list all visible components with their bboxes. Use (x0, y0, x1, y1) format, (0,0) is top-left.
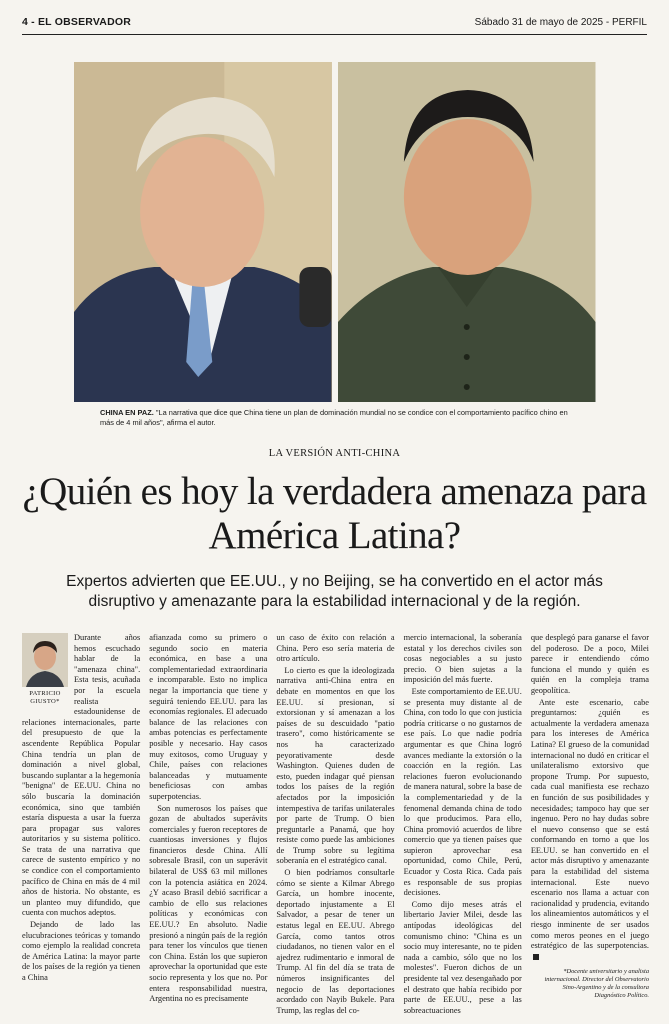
author-photo-illustration (22, 633, 68, 687)
caption-lead: CHINA EN PAZ. (100, 408, 154, 417)
paragraph: mercio internacional, la soberanía estatal y los derechos civiles son cosas negociables a su justo precio. O bien sujetas a la imposición del más fuerte. (403, 633, 522, 685)
author-name-line1: PATRICIO (29, 690, 61, 697)
kicker: LA VERSIÓN ANTI-CHINA (268, 448, 401, 459)
photo-right-illustration (338, 62, 596, 402)
paragraph: Dejando de lado las elucubraciones teóricas y tomando como ejemplo la realidad concreta de América Latina: la mayor parte de los países de la región ya tienen a China (22, 920, 141, 982)
paragraph: O bien podríamos consultarle cómo se siente a Kilmar Abrego García, un hombre inocente, deportado injustamente a El Salvador, a pesar de tener un estatus legal en EE.UU. Abrego García, como tantos otros ciudadanos, no tienen valor en el ajedrez rudimentario e inmoral de Trump. Al fin del día se trata de números insignificantes del negocio de las deportaciones acordado con Nayib Bukele. Para Trump, las reglas del co- (276, 868, 395, 1015)
author-name-line2: GIUSTO* (30, 698, 60, 705)
column-2 (149, 633, 267, 1005)
column-3 (276, 633, 395, 1015)
paragraph: Este comportamiento de EE.UU. se presenta muy distante al de China, con todo lo que con justicia podría criticarse o no gustarnos de ese país. Lo que nadie podría argumentar es que China logró avances mediante la extorsión o la coacción en la región. Las relaciones fueron evolucionando de manera natural, sobre la base de la complementariedad y de la fenomenal demanda china de todo lo que producimos. Para ello, China promovió acuerdos de libre comercio que ya tienen países que supieron aprovechar esa oportunidad, como Chile, Perú, Ecuador y Costa Rica. Cada país es responsable de sus propias decisiones. (403, 686, 522, 898)
page-header (22, 14, 647, 35)
caption-text: "La narrativa que dice que China tiene un plan de dominación mundial no se condice con el comportamiento pacífico chino en más de 4 mil años", afirma el autor. (100, 408, 568, 427)
photo-left-illustration (74, 62, 332, 402)
deck: Expertos advierten que EE.UU., y no Beijing, se ha convertido en el actor más disruptivo y amenazante para la estabilidad internacional y de la región. (66, 573, 603, 610)
column-4 (403, 633, 522, 1015)
headline: ¿Quién es hoy la verdadera amenaza para América Latina? (22, 470, 647, 557)
dateline: Sábado 31 de mayo de 2025 - PERFIL (474, 16, 647, 28)
author-name (22, 690, 68, 706)
paragraph: Lo cierto es que la ideologizada narrativa anti-China entra en debate en momentos en que los EE.UU. sí presionan, sí extorsionan y sí amenazan a los países de su descuidado "patio trasero", como históricamente se nos ha caracterizado peyorativamente desde Washington. Quienes duden de esto, pueden indagar qué piensan todos los países de la región afectados por la imposición intempestiva de tarifas unilaterales por parte de Trump. O bien preguntarle a Panamá, que hoy resiste como puede las ambiciones de Trump sobre su legítima soberanía en el estratégico canal. (276, 665, 395, 866)
photo-caption (100, 408, 570, 428)
author-footnote: *Docente universitario y analista internacional. Director del Observatorio Sino-Argentino y de la consultora Diagnóstico Político. (544, 968, 650, 1000)
end-mark-icon (533, 954, 539, 960)
author-portrait (22, 633, 68, 715)
paragraph: Durante años hemos escuchado hablar de la "amenaza china". Esta tesis, acuñada por la escuela realista estadounidense de relaciones internacionales, parte del presupuesto de que la ascendente República Popular China tendría un plan de dominación a nivel global, buscando suplantar a la hegemonía "benigna" de EE.UU. China no sólo buscaría la dominación económica, sino que también estaría dispuesta a usar la fuerza para propagar sus valores autoritarios y su sistema político. Se trata de una narrativa que carece de sustento empírico y no se condice con el comportamiento pacífico de China en más de 4 mil años de historia. No obstante, es un planteo muy difundido, que cuenta con muchos adeptos. (22, 633, 141, 918)
section-label: 4 - EL OBSERVADOR (22, 16, 132, 28)
paragraph-text: Ante este escenario, cabe preguntarnos: ¿quién es actualmente la verdadera amenaza para los intereses de América Latina? El grueso de la comunidad internacional no dudó en criticar el unilateralismo extorsivo que propone Trump. Por supuesto, cada cual manifiesta ese rechazo en función de sus posibilidades y necesidades; tampoco hay que ser ingenuo. Pero no hay dudas sobre el nuevo consenso que se está conformando en torno a que los EE.UU. se han convertido en el actor más disruptivo y amenazante para la estabilidad del sistema internacional. Este nuevo escenario nos llama a actuar con racionalidad y prudencia, evitando los alineamientos automáticos y el riesgo inminente de ser usados como meros peones en el juego estratégico de las superpotencias. (530, 697, 650, 951)
author-photo (22, 633, 68, 687)
column-5 (531, 633, 649, 1005)
photo-pair (74, 62, 595, 402)
paragraph: Como dijo meses atrás el libertario Javier Milei, desde las antípodas ideológicas del comunismo chino: "China es un socio muy interesante, no te piden nada a cambio, sólo que no los molestes". Fueron dichos de un presidente tal vez desengañado por el destrato que había recibido por parte de EE.UU., pese a las sobreactuaciones (403, 899, 522, 1015)
paragraph: afianzada como su primero o segundo socio en materia económica, en base a una complementariedad extraordinaria e incomparable. Esto no implica negar la importancia que tiene y seguirá teniendo EE.UU. para las economías regionales. El adecuado balance de las relaciones con ambas potencias es perfectamente posible y necesario. Hay casos muy exitosos, como Uruguay y Chile, países con relaciones balanceadas y mutuamente beneficiosas con ambas superpotencias. (149, 633, 268, 801)
paragraph: que desplegó para ganarse el favor del poderoso. De a poco, Milei parece ir entendiendo cómo funciona el mundo y quién es quién en la compleja trama geopolítica. (530, 633, 650, 695)
photo-left (74, 62, 332, 402)
article-body (22, 633, 650, 1015)
paragraph: Son numerosos los países que gozan de abultados superávits comerciales y fueron receptores de cuantiosas inversiones y flujos financieros desde China. Allí sobresale Brasil, con un superávit bilateral de US$ 63 mil millones con la potencia asiática en 2024. ¿Y acaso Brasil debió sacrificar a cambio de ello sus relaciones políticas y económicas con EE.UU.? En absoluto. Nadie presionó a ningún país de la región para tener los vínculos que tienen con China. Están los que supieron aprovechar la oportunidad que este socio representa y los que no. Por entera responsabilidad nuestra, Argentina no es precisamente (149, 803, 268, 1004)
paragraph: un caso de éxito con relación a China. Pero eso sería materia de otro artículo. (276, 633, 395, 664)
photo-right (338, 62, 596, 402)
paragraph (531, 698, 649, 963)
column-1 (22, 633, 140, 1005)
